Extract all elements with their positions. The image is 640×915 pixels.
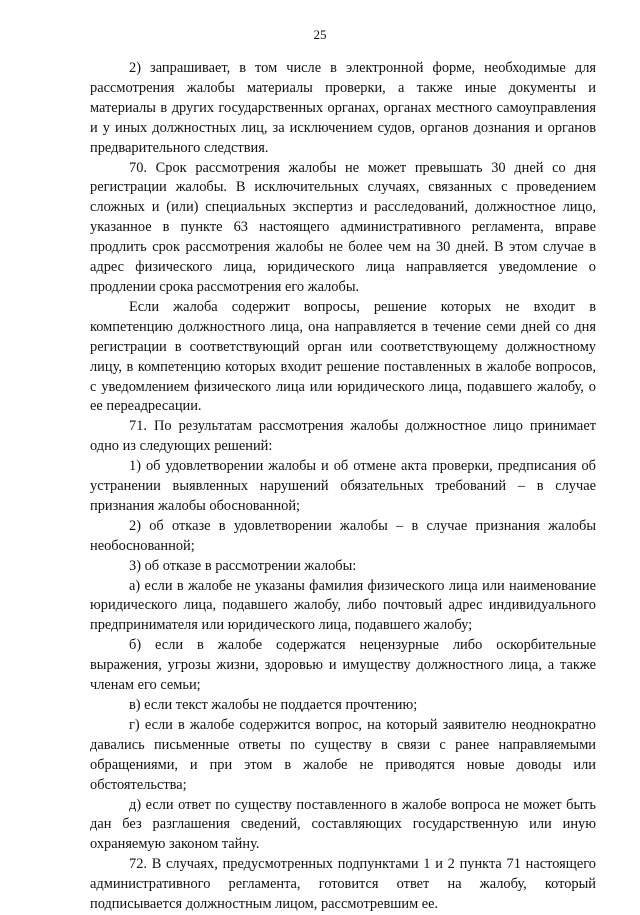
paragraph-subitem-g: г) если в жалобе содержится вопрос, на который заявителю неоднократно давались письменные ответы по существу в связи с ранее направляемыми обращениями, и при этом в жалобе не приводятся новые доводы или обстоятельства;: [90, 716, 596, 793]
paragraph-71-decisions: 71. По результатам рассмотрения жалобы должностное лицо принимает одно из следующих решений:: [90, 418, 596, 455]
document-body: [90, 59, 596, 915]
paragraph-item-2-request: 2) запрашивает, в том числе в электронной форме, необходимые для рассмотрения жалобы материалы проверки, а также иные документы и материалы в других государственных органах, органах местного самоуправления и у иных должностных лиц, за исключением судов, органов дознания и органов предварительного следствия.: [90, 60, 596, 156]
paragraph-redirect: Если жалоба содержит вопросы, решение которых не входит в компетенцию должностного лица, она направляется в течение семи дней со дня регистрации в соответствующий орган или соответствующему должностному лицу, в компетенцию которых входит решение поставленных в жалобе вопросов, с уведомлением физического лица или юридического лица, подавшего жалобу, о ее переадресации.: [90, 298, 596, 415]
paragraph-subitem-d: д) если ответ по существу поставленного в жалобе вопроса не может быть дан без разглашения сведений, составляющих государственную или иную охраняемую законом тайну.: [90, 796, 596, 853]
paragraph-70-term: 70. Срок рассмотрения жалобы не может превышать 30 дней со дня регистрации жалобы. В исключительных случаях, связанных с проведением сложных и (или) специальных экспертиз и расследований, должностное лицо, указанное в пункте 63 настоящего административного регламента, вправе продлить срок рассмотрения жалобы не более чем на 30 дней. В этом случае в адрес физического лица, юридического лица направляется уведомление о продлении срока рассмотрения его жалобы.: [90, 159, 596, 295]
paragraph-subitem-b: б) если в жалобе содержатся нецензурные либо оскорбительные выражения, угрозы жизни, здоровью и имуществу должностного лица, а также членам его семьи;: [90, 637, 596, 694]
paragraph-subitem-a: а) если в жалобе не указаны фамилия физического лица или наименование юридического лица, подавшего жалобу, либо почтовый адрес индивидуального предпринимателя или юридического лица, подавшего жалобу;: [90, 577, 596, 634]
paragraph-decision-1: 1) об удовлетворении жалобы и об отмене акта проверки, предписания об устранении выявленных нарушений обязательных требований – в случае признания жалобы обоснованной;: [90, 458, 596, 514]
paragraph-subitem-v: в) если текст жалобы не поддается прочтению;: [129, 697, 418, 713]
paragraph-decision-3: 3) об отказе в рассмотрении жалобы:: [129, 557, 357, 574]
paragraph-72-answer: 72. В случаях, предусмотренных подпунктами 1 и 2 пункта 71 настоящего административного регламента, готовится ответ на жалобу, который подписывается должностным лицом, рассмотревшим ее.: [90, 856, 596, 913]
paragraph-decision-2: 2) об отказе в удовлетворении жалобы – в случае признания жалобы необоснованной;: [90, 517, 596, 554]
page-number: 25: [313, 27, 327, 42]
